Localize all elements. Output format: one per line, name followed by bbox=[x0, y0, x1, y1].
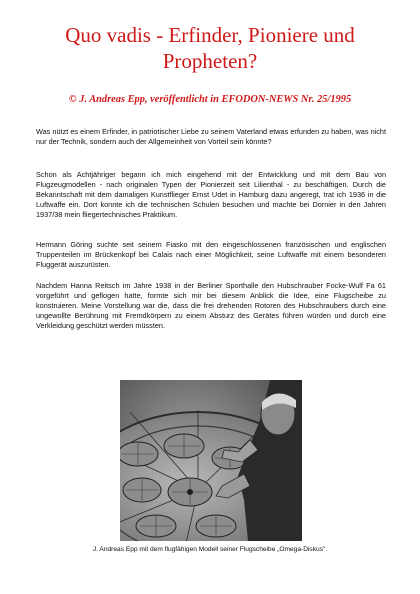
center-hub bbox=[187, 489, 193, 495]
paragraph-1: Was nützt es einem Erfinder, in patriotischer Liebe zu seinem Vaterland etwas erfunden zu haben, was nicht nur der Technik, sondern auch der Allgemeinheit von Vorteil sein könnte? bbox=[36, 127, 386, 146]
omega-diskus-photo bbox=[120, 380, 302, 541]
article-title: Quo vadis - Erfinder, Pioniere und Propheten? bbox=[65, 23, 355, 73]
paragraph-4: Nachdem Hanna Reitsch im Jahre 1938 in der Berliner Sporthalle den Hubschrauber Focke-Wulf Fa 61 vorgeführt und geflogen hatte, formte sich mir bei diesem Anblick die Idee, eine Flugscheibe zu konstruieren. Meine Vorstellung war die, dass die frei drehenden Rotoren des Hubschraubers durch eine ungewollte Berührung mit Fremdkörpern zu einem Absturz des Gerätes führen würden und durch eine Verkleidung geschützt werden müssten. bbox=[36, 281, 386, 330]
photo-illustration bbox=[120, 380, 302, 541]
article-byline: © J. Andreas Epp, veröffentlicht in EFODON-NEWS Nr. 25/1995 bbox=[68, 94, 352, 105]
figure-caption: J. Andreas Epp mit dem flugfähigen Modell seiner Flugscheibe „Omega-Diskus". bbox=[92, 546, 328, 553]
paragraph-2: Schon als Achtjähriger begann ich mich eingehend mit der Entwicklung und mit dem Bau von Flugzeugmodellen - nach originalen Typen der Pionierzeit seit Lilienthal - zu beschäftigen. Durch die Bekanntschaft mit dem damaligen Kunstflieger Ernst Udet in Hamburg dazu angeregt, trat ich 1936 in die Luftwaffe ein. Dort konnte ich die technischen Schulen besuchen und machte bei Dornier in den Jahren 1937/38 mein fliegertechnisches Praktikum. bbox=[36, 170, 386, 219]
paragraph-3: Hermann Göring suchte seit seinem Fiasko mit den eingeschlossenen französischen und englischen Truppenteilen im Brückenkopf bei Calais nach einer Möglichkeit, seine Luftwaffe mit einem besonderen Fluggerät auszurüsten. bbox=[36, 240, 386, 269]
